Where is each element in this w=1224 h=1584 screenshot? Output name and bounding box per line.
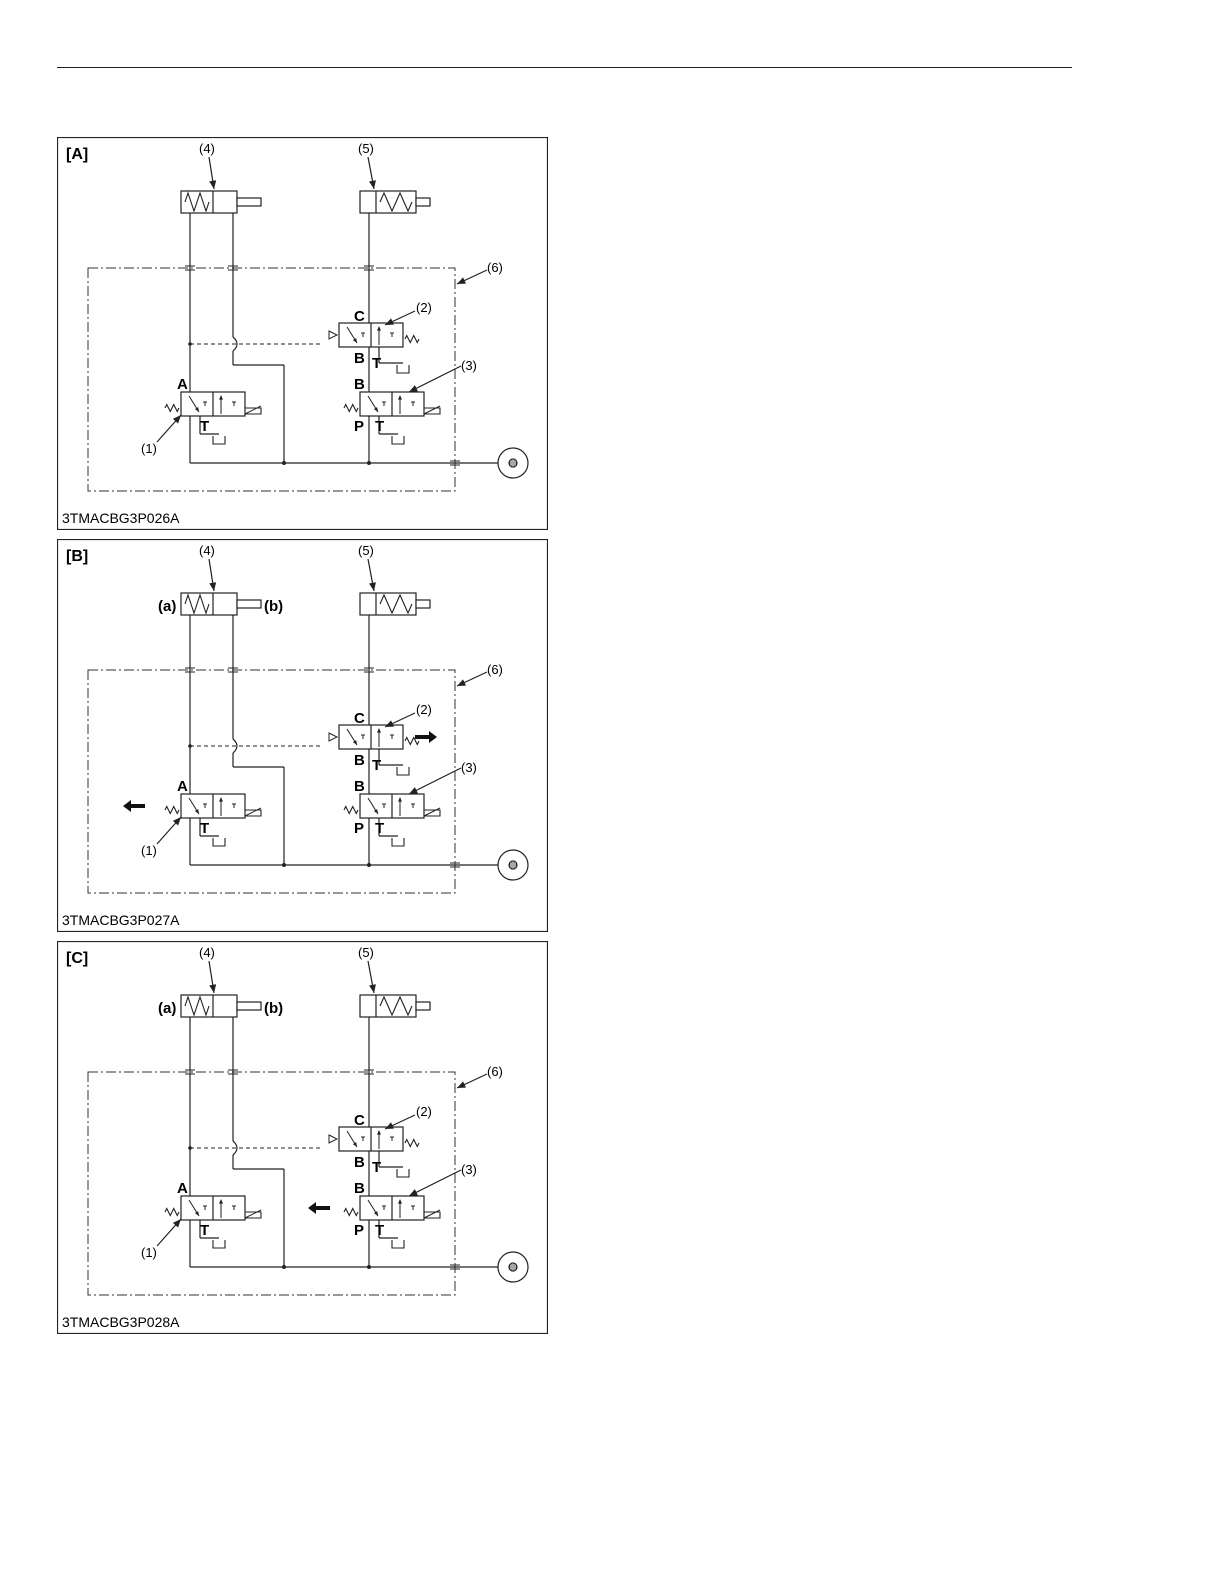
callout-2: (2) <box>416 300 432 315</box>
callout-6: (6) <box>487 260 503 275</box>
callout-6: (6) <box>487 1064 503 1079</box>
movement-arrow-icon <box>123 800 145 812</box>
piston-rod <box>416 600 430 608</box>
pilot-icon <box>329 1135 337 1143</box>
panel-label: [A] <box>66 146 89 163</box>
port-letter: C <box>354 710 365 727</box>
tank-icon <box>397 767 409 775</box>
spring-icon <box>344 1209 358 1216</box>
schematic-svg <box>57 539 548 932</box>
movement-arrow-icon <box>308 1202 330 1214</box>
tank-icon <box>392 838 404 846</box>
port-letter: A <box>177 376 188 393</box>
figure-code: 3TMACBG3P026A <box>62 510 180 526</box>
schematic-svg <box>57 137 548 530</box>
piston-rod <box>237 600 261 608</box>
piston-rod <box>237 1002 261 1010</box>
tank-icon <box>213 838 225 846</box>
spring-icon <box>165 1209 179 1216</box>
tank-icon <box>392 1240 404 1248</box>
callout-5: (5) <box>358 141 374 156</box>
port-letter: C <box>354 308 365 325</box>
spring-icon <box>405 1140 419 1147</box>
port-label-b: (b) <box>264 598 284 615</box>
callout-1: (1) <box>141 441 157 456</box>
tank-icon <box>213 436 225 444</box>
port-letter: B <box>354 376 365 393</box>
port-letter: T <box>372 757 382 774</box>
callout-1: (1) <box>141 843 157 858</box>
callout-4: (4) <box>199 141 215 156</box>
callout-1: (1) <box>141 1245 157 1260</box>
spring-icon <box>165 807 179 814</box>
tank-icon <box>397 1169 409 1177</box>
port-letter: T <box>375 820 385 837</box>
port-letter: P <box>354 418 365 435</box>
port-label-a: (a) <box>158 1000 177 1017</box>
valve-block-boundary <box>88 268 455 491</box>
spring-icon <box>344 405 358 412</box>
piston-rod <box>416 1002 430 1010</box>
callout-4: (4) <box>199 543 215 558</box>
port-label-b: (b) <box>264 1000 284 1017</box>
callout-2: (2) <box>416 1104 432 1119</box>
diagram-panel-b <box>57 539 548 932</box>
tank-icon <box>397 365 409 373</box>
piston-rod <box>237 198 261 206</box>
port-letter: A <box>177 778 188 795</box>
callout-6: (6) <box>487 662 503 677</box>
port-letter: T <box>200 418 210 435</box>
header-rule <box>57 67 1072 68</box>
port-letter: B <box>354 1154 365 1171</box>
spring-icon <box>165 405 179 412</box>
port-letter: B <box>354 1180 365 1197</box>
port-letter: T <box>200 820 210 837</box>
schematic-svg <box>57 941 548 1334</box>
callout-3: (3) <box>461 1162 477 1177</box>
port-letter: T <box>200 1222 210 1239</box>
port-letter: T <box>375 418 385 435</box>
callout-2: (2) <box>416 702 432 717</box>
tank-icon <box>213 1240 225 1248</box>
panel-label: [B] <box>66 548 89 565</box>
panel-border <box>58 942 548 1334</box>
callout-5: (5) <box>358 543 374 558</box>
tank-icon <box>392 436 404 444</box>
port-letter: B <box>354 778 365 795</box>
figure-code: 3TMACBG3P028A <box>62 1314 180 1330</box>
port-letter: C <box>354 1112 365 1129</box>
spring-icon <box>405 336 419 343</box>
pilot-icon <box>329 733 337 741</box>
spring-icon <box>344 807 358 814</box>
diagram-panel-a <box>57 137 548 530</box>
panel-label: [C] <box>66 950 89 967</box>
port-letter: P <box>354 1222 365 1239</box>
pilot-icon <box>329 331 337 339</box>
port-label-a: (a) <box>158 598 177 615</box>
callout-5: (5) <box>358 945 374 960</box>
port-letter: B <box>354 350 365 367</box>
port-letter: B <box>354 752 365 769</box>
port-letter: A <box>177 1180 188 1197</box>
valve-block-boundary <box>88 1072 455 1295</box>
port-letter: P <box>354 820 365 837</box>
callout-4: (4) <box>199 945 215 960</box>
valve-block-boundary <box>88 670 455 893</box>
panel-border <box>58 138 548 530</box>
callout-3: (3) <box>461 358 477 373</box>
diagram-panel-c <box>57 941 548 1334</box>
panel-border <box>58 540 548 932</box>
figure-code: 3TMACBG3P027A <box>62 912 180 928</box>
port-letter: T <box>372 355 382 372</box>
callout-3: (3) <box>461 760 477 775</box>
port-letter: T <box>372 1159 382 1176</box>
port-letter: T <box>375 1222 385 1239</box>
piston-rod <box>416 198 430 206</box>
